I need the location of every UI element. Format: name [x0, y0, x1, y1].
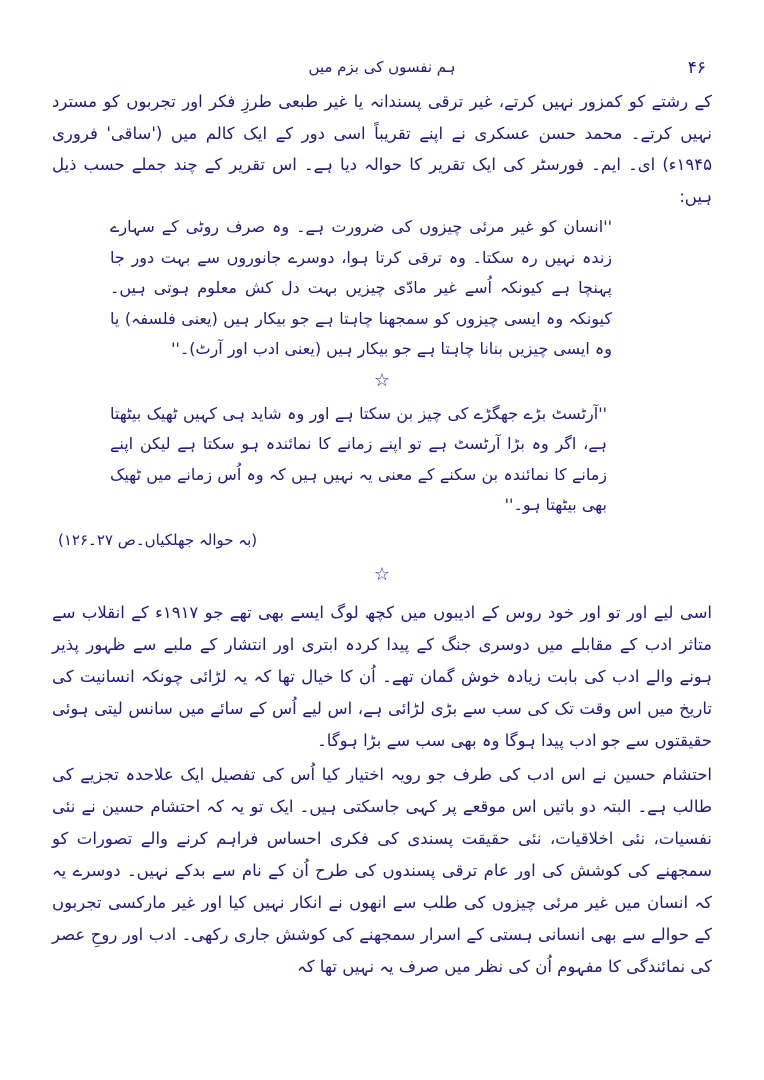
quotation-2: ''آرٹسٹ بڑے جھگڑے کی چیز بن سکتا ہے اور وہ شاید ہی کہیں ٹھیک بیٹھتا ہے، اگر وہ بڑا آرٹسٹ ہے تو اپنے زمانے کا نمائندہ ہو سکتا ہے لیکن اپنے زمانے کا نمائندہ بن سکنے کے معنی یہ نہیں ہیں کہ وہ اُس زمانے میں ٹھیک بھی بیٹھتا ہو۔'' [110, 403, 607, 514]
page-header [40, 58, 724, 84]
body-paragraph-1: اسی لیے اور تو اور خود روس کے ادیبوں میں کچھ لوگ ایسے بھی تھے جو ۱۹۱۷ء کے انقلاب سے متاثر ادب کے مقابلے میں دوسری جنگ کے پیدا کردہ ابتری اور انتشار کے ملبے سے ظہور پذیر ہونے والے ادب کی بابت زیادہ خوش گمان تھے۔ اُن کا خیال تھا کہ یہ لڑائی چونکہ انسانیت کی تاریخ میں اس وقت تک کی سب سے بڑی لڑائی ہے، اس لیے اُس کے سائے میں سانس لیتی ہوئی حقیقتوں سے جو ادب پیدا ہوگا وہ بھی سب سے بڑا ہوگا۔ [52, 602, 712, 750]
page-number: ۴۶ [687, 58, 706, 78]
opening-text: کے رشتے کو کمزور نہیں کرتے، غیر ترقی پسندانہ یا غیر طبعی طرزِ فکر اور تجربوں کو مسترد نہیں کرتے۔ محمد حسن عسکری نے اپنے تقریباً اسی دور کے ایک کالم میں ('ساقی' فروری ۱۹۴۵ء) ای۔ ایم۔ فورسٹر کی ایک تقریر کا حوالہ دیا ہے۔ اس تقریر کے چند جملے حسب ذیل ہیں: [52, 92, 712, 206]
page-body [52, 86, 712, 983]
star-divider-icon: ☆ [373, 369, 391, 391]
quotation-1: ''انسان کو غیر مرئی چیزوں کی ضرورت ہے۔ وہ صرف روٹی کے سہارے زندہ نہیں رہ سکتا۔ وہ ترقی کرتا ہوا، دوسرے جانوروں سے بہت دور جا پہنچا ہے کیونکہ اُسے غیر مادّی چیزیں بہت دل کش معلوم ہوتی ہیں۔ کیونکہ وہ ایسی چیزوں کو سمجھنا چاہتا ہے جو بیکار ہیں (یعنی فلسفہ) یا وہ ایسی چیزیں بنانا چاہتا ہے جو بیکار ہیں (یعنی ادب اور آرٹ)۔'' [110, 217, 612, 358]
quotation-reference: (بہ حوالہ جھلکیاں۔ص ۲۷۔۱۲۶) [58, 530, 258, 549]
running-title: ہم نفسوں کی بزم میں [308, 58, 456, 76]
body-paragraph-2: احتشام حسین نے اس ادب کی طرف جو رویہ اختیار کیا اُس کی تفصیل ایک علاحدہ تجزیے کی طالب ہے۔ البتہ دو باتیں اس موقعے پر کہی جاسکتی ہیں۔ ایک تو یہ کہ احتشام حسین نے نئی نفسیات، نئی اخلاقیات، نئی حقیقت پسندی کی فکری احساس فراہم کرنے والے تصورات کو سمجھنے کی کوشش کی اور عام ترقی پسندوں کی طرح اُن کے نام سے بدکے نہیں۔ دوسرے یہ کہ انسان میں غیر مرئی چیزوں کی طلب سے انھوں نے انکار نہیں کیا اور غیر مارکسی تجربوں کے حوالے سے بھی انسانی ہستی کے اسرار سمجھنے کی کوشش جاری رکھی۔ ادب اور روحِ عصر کی نمائندگی کا مفہوم اُن کی نظر میں صرف یہ نہیں تھا کہ [52, 764, 712, 976]
star-divider-icon: ☆ [373, 563, 391, 585]
